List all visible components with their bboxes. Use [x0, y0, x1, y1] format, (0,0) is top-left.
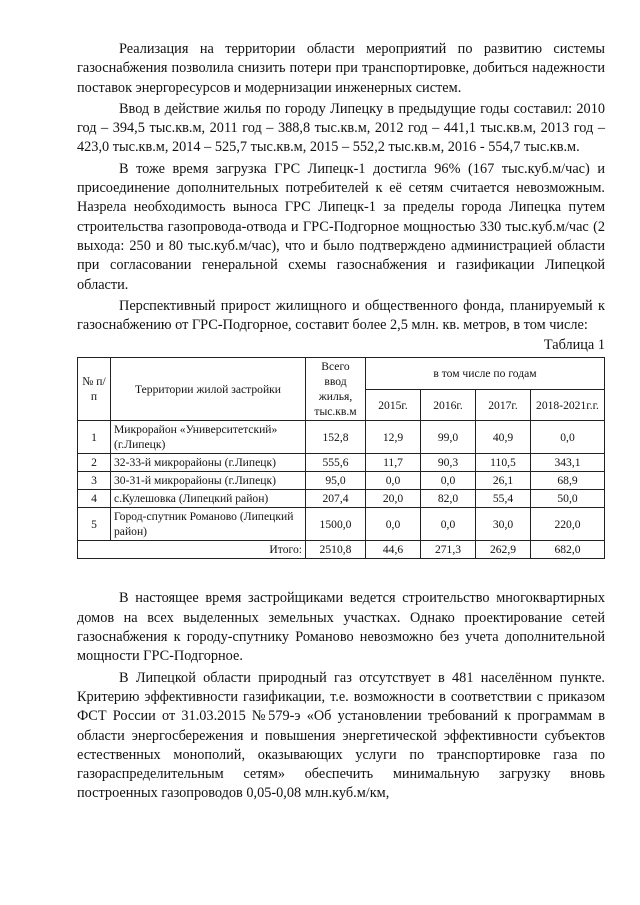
header-territory: Территории жилой застройки: [111, 358, 306, 421]
row-value: 0,0: [366, 472, 421, 490]
header-year: 2016г.: [421, 389, 476, 421]
row-value: 20,0: [366, 490, 421, 508]
table-row: [78, 472, 605, 490]
row-value: 220,0: [531, 508, 605, 541]
row-value: 40,9: [476, 421, 531, 454]
row-value: 26,1: [476, 472, 531, 490]
header-year: 2018-2021г.г.: [531, 389, 605, 421]
header-total: Всего ввод жилья, тыс.кв.м: [306, 358, 366, 421]
row-value: 11,7: [366, 454, 421, 472]
total-year-value: 682,0: [531, 541, 605, 559]
row-total: 207,4: [306, 490, 366, 508]
row-num: 3: [78, 472, 111, 490]
table-row: [78, 421, 605, 454]
row-value: 343,1: [531, 454, 605, 472]
header-num: № п/п: [78, 358, 111, 421]
row-territory: Город-спутник Романово (Липецкий район): [111, 508, 306, 541]
paragraph-1: Реализация на территории области мероприятий по развитию системы газоснабжения позволила снизить потери при транспортировке, добиться надежности поставок энергоресурсов и модернизации инженерных систем.: [77, 41, 605, 96]
row-value: 0,0: [366, 508, 421, 541]
row-value: 0,0: [531, 421, 605, 454]
table-row: [78, 454, 605, 472]
total-label: Итого:: [78, 541, 306, 559]
paragraph-3: В тоже время загрузка ГРС Липецк-1 достигла 96% (167 тыс.куб.м/час) и присоединение дополнительных потребителей к её сетям считается невозможным. Назрела необходимость выноса ГРС Липецк-1 за пределы города Липецка путем строительства газопровода-отвода и ГРС-Подгорное мощностью 330 тыс.куб.м/час (2 выхода: 250 и 80 тыс.куб.м/час), что и было подтверждено администрацией области при согласовании генеральной схемы газоснабжения и газификации Липецкой области.: [77, 160, 605, 293]
total-year-value: 262,9: [476, 541, 531, 559]
row-total: 95,0: [306, 472, 366, 490]
row-value: 90,3: [421, 454, 476, 472]
total-year-value: 271,3: [421, 541, 476, 559]
paragraph-4: Перспективный прирост жилищного и общественного фонда, планируемый к газоснабжению от ГРС-Подгорное, составит более 2,5 млн. кв. метров, в том числе:: [77, 297, 605, 334]
row-value: 110,5: [476, 454, 531, 472]
row-total: 152,8: [306, 421, 366, 454]
table-row: [78, 490, 605, 508]
table-row: [78, 508, 605, 541]
row-num: 1: [78, 421, 111, 454]
row-num: 4: [78, 490, 111, 508]
row-value: 12,9: [366, 421, 421, 454]
total-value: 2510,8: [306, 541, 366, 559]
row-num: 5: [78, 508, 111, 541]
row-territory: 30-31-й микрорайоны (г.Липецк): [111, 472, 306, 490]
row-territory: 32-33-й микрорайоны (г.Липецк): [111, 454, 306, 472]
row-value: 68,9: [531, 472, 605, 490]
table-total-row: [78, 541, 605, 559]
row-value: 0,0: [421, 472, 476, 490]
row-value: 0,0: [421, 508, 476, 541]
total-year-value: 44,6: [366, 541, 421, 559]
row-value: 55,4: [476, 490, 531, 508]
row-territory: с.Кулешовка (Липецкий район): [111, 490, 306, 508]
paragraph-6: В Липецкой области природный газ отсутствует в 481 населённом пункте. Критерию эффективности газификации, т.е. возможности в соответствии с приказом ФСТ России от 31.03.2015 №579-э «Об установлении требований к программам в области энергосбережения и повышения энергетической эффективности субъектов естественных монополий, оказывающих услуги по транспортировке газа по газораспределительным сетям» обеспечить минимальную загрузку вновь построенных газопроводов 0,05-0,08 млн.куб.м/км,: [77, 669, 605, 802]
paragraph-5: В настоящее время застройщиками ведется строительство многоквартирных домов на всех выделенных земельных участках. Однако проектирование сетей газоснабжения к городу-спутнику Романово невозможно без учета дополнительной мощности ГРС-Подгорное.: [77, 590, 605, 665]
row-value: 50,0: [531, 490, 605, 508]
row-value: 30,0: [476, 508, 531, 541]
row-value: 99,0: [421, 421, 476, 454]
row-territory: Микрорайон «Университетский» (г.Липецк): [111, 421, 306, 454]
row-value: 82,0: [421, 490, 476, 508]
row-total: 555,6: [306, 454, 366, 472]
row-num: 2: [78, 454, 111, 472]
table-caption: Таблица 1: [543, 337, 605, 354]
paragraph-2: Ввод в действие жилья по городу Липецку в предыдущие годы составил: 2010 год – 394,5 тыс.кв.м, 2011 год – 388,8 тыс.кв.м, 2012 год – 441,1 тыс.кв.м, 2013 год – 423,0 тыс.кв.м, 2014 – 525,7 тыс.кв.м, 2015 – 552,2 тыс.кв.м, 2016 - 554,7 тыс.кв.м.: [77, 100, 605, 156]
header-by-years: в том числе по годам: [366, 358, 605, 390]
housing-table: [77, 357, 605, 559]
header-year: 2015г.: [366, 389, 421, 421]
document-page: [77, 40, 605, 804]
header-year: 2017г.: [476, 389, 531, 421]
row-total: 1500,0: [306, 508, 366, 541]
